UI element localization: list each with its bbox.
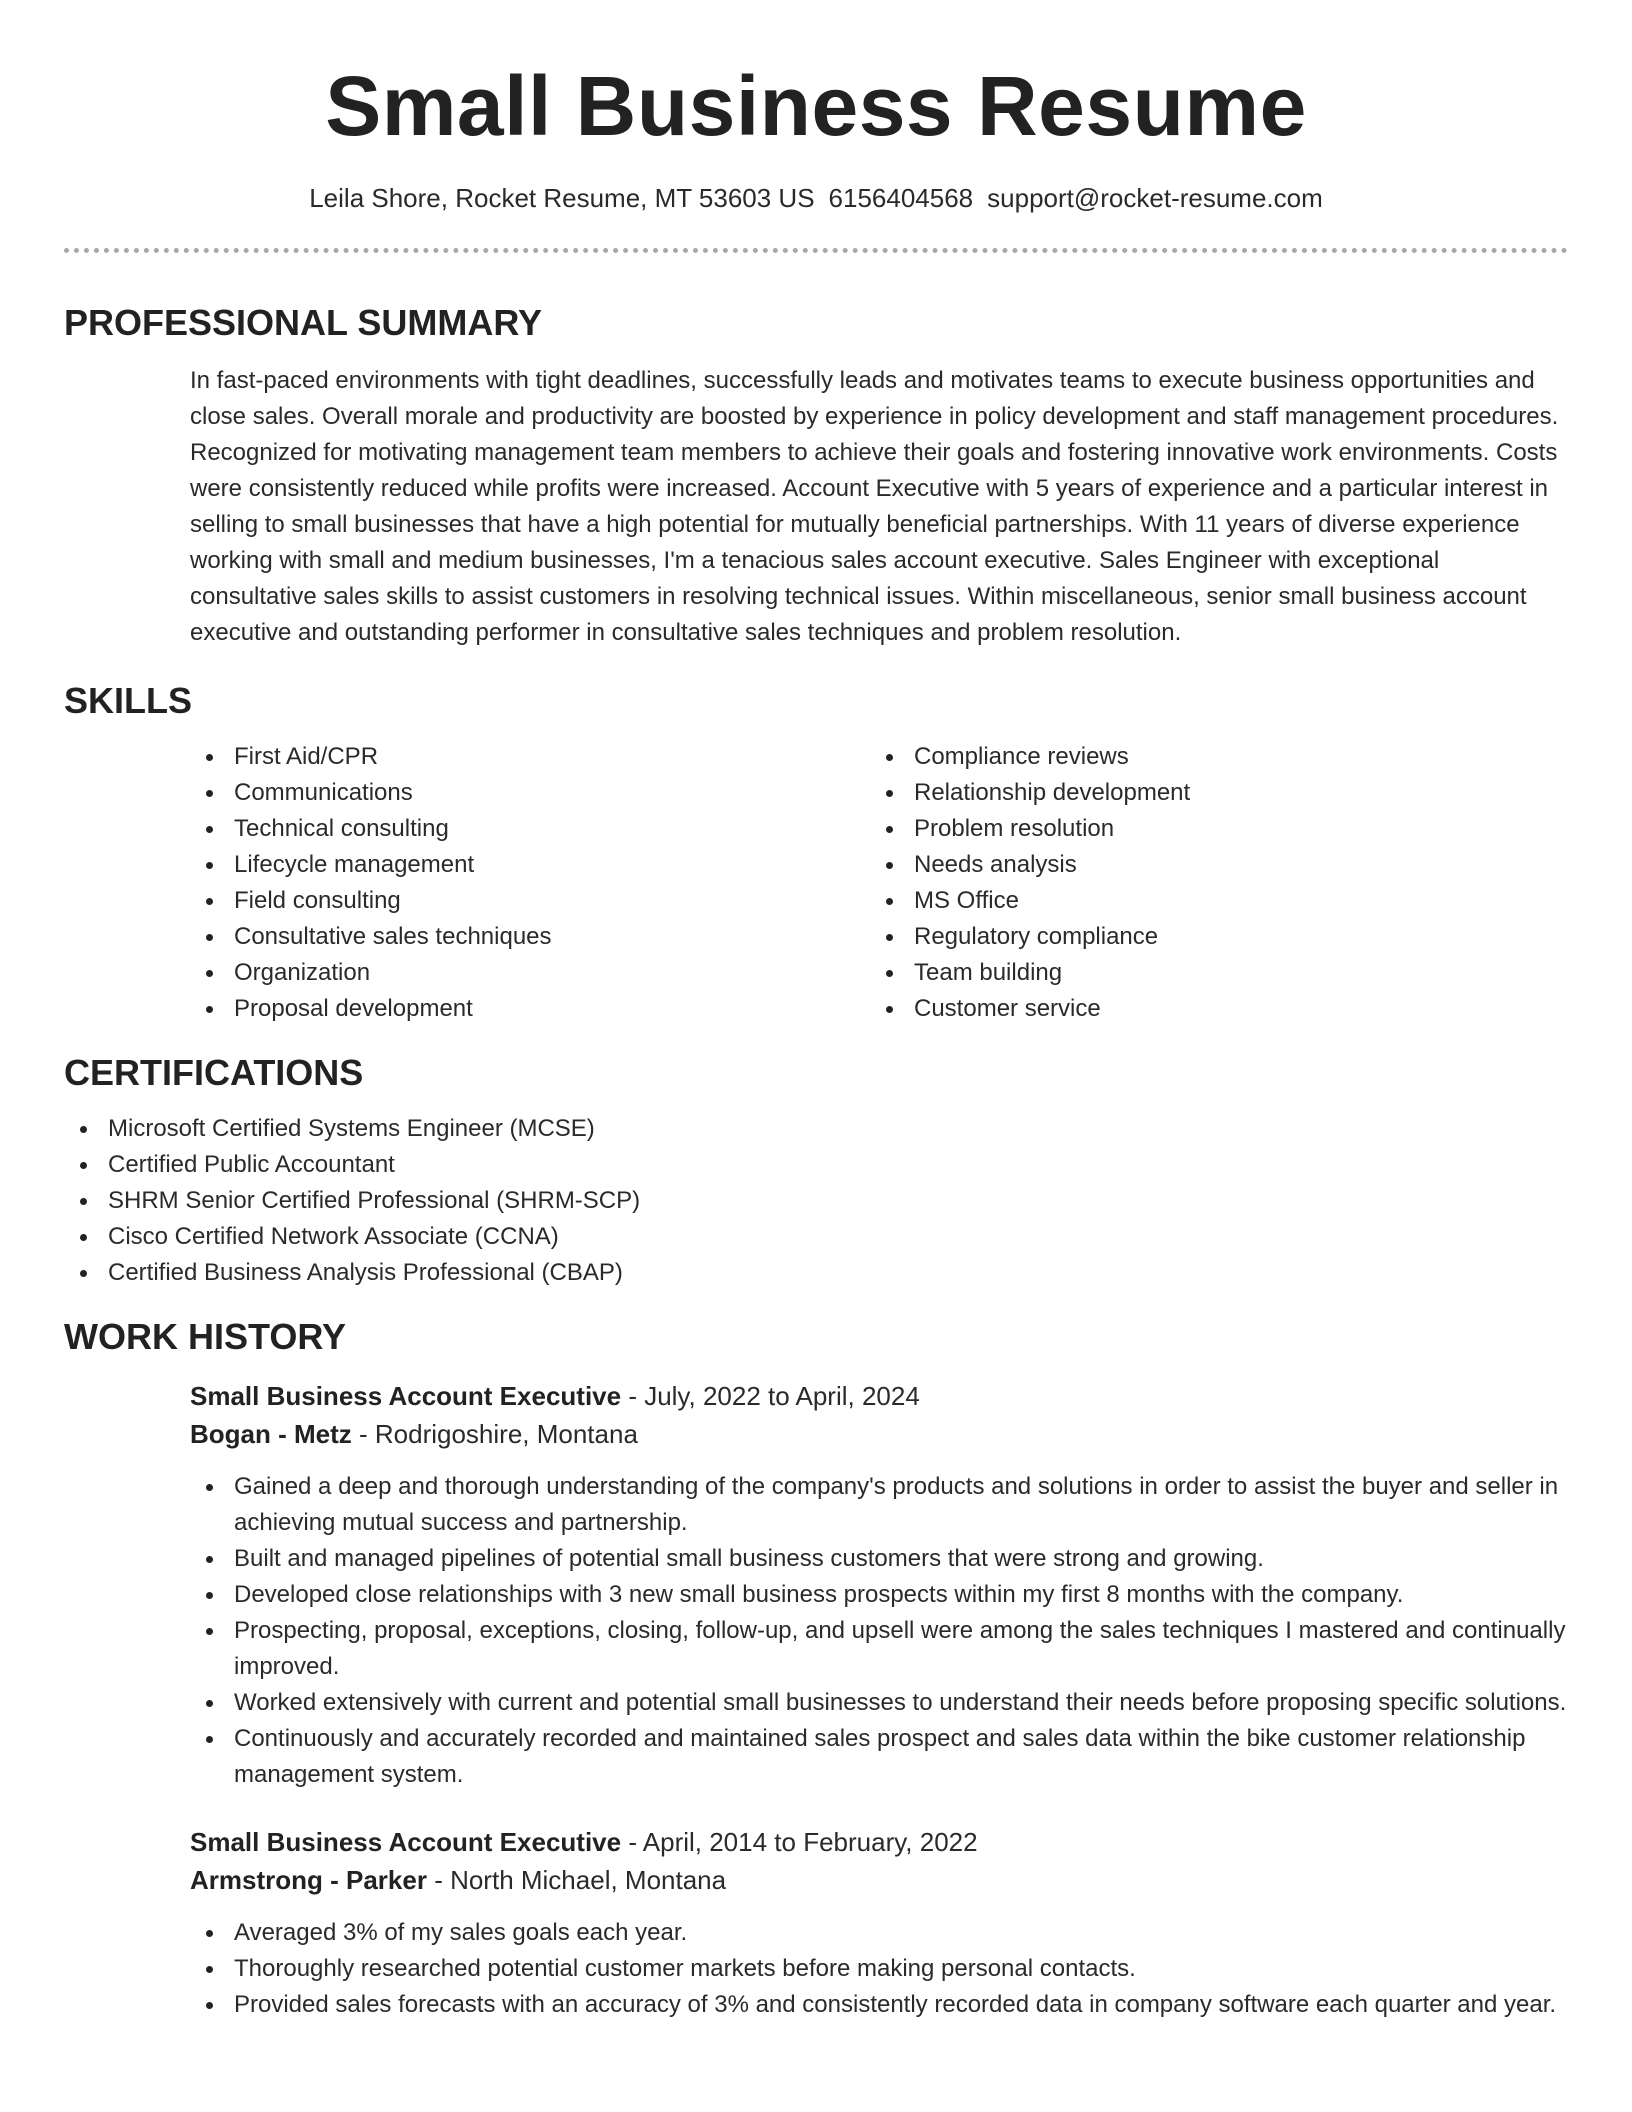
certification-item: Microsoft Certified Systems Engineer (MCSE): [64, 1111, 1568, 1147]
work-section: [64, 1315, 1568, 2023]
page-title: Small Business Resume: [325, 59, 1307, 153]
job-bullet: Continuously and accurately recorded and maintained sales prospect and sales data within the bike customer relationship management system.: [190, 1721, 1568, 1793]
skill-item: Relationship development: [870, 775, 1550, 811]
contact-line: [64, 180, 1568, 216]
job-title: Small Business Account Executive: [190, 1381, 622, 1411]
job-bullet: Worked extensively with current and potential small businesses to understand their needs before proposing specific solutions.: [190, 1685, 1568, 1721]
contact-address: Leila Shore, Rocket Resume, MT 53603 US: [309, 183, 815, 213]
job-bullet: Averaged 3% of my sales goals each year.: [190, 1915, 1568, 1951]
job-company-line: [190, 1861, 1568, 1899]
skill-item: Team building: [870, 955, 1550, 991]
header-divider: [64, 248, 1568, 253]
certification-item: Cisco Certified Network Associate (CCNA): [64, 1219, 1568, 1255]
skill-item: Field consulting: [190, 883, 870, 919]
job-entry: [190, 1377, 1568, 1793]
job-bullet: Gained a deep and thorough understanding of the company's products and solutions in order to assist the buyer and seller in achieving mutual success and partnership.: [190, 1469, 1568, 1541]
skill-item: MS Office: [870, 883, 1550, 919]
skill-item: Lifecycle management: [190, 847, 870, 883]
job-company: Bogan - Metz: [190, 1419, 352, 1449]
summary-heading: PROFESSIONAL SUMMARY: [64, 302, 543, 343]
job-company-line: [190, 1415, 1568, 1453]
job-bullet: Thoroughly researched potential customer markets before making personal contacts.: [190, 1951, 1568, 1987]
job-dates: - April, 2014 to February, 2022: [621, 1827, 978, 1857]
skill-item: Proposal development: [190, 991, 870, 1027]
certification-item: Certified Public Accountant: [64, 1147, 1568, 1183]
work-heading: WORK HISTORY: [64, 1316, 347, 1357]
skill-item: Compliance reviews: [870, 739, 1550, 775]
skill-item: Organization: [190, 955, 870, 991]
certifications-heading: CERTIFICATIONS: [64, 1052, 364, 1093]
job-bullets: [190, 1469, 1568, 1793]
skill-item: Needs analysis: [870, 847, 1550, 883]
job-location: - Rodrigoshire, Montana: [351, 1419, 638, 1449]
skill-item: Communications: [190, 775, 870, 811]
job-bullet: Developed close relationships with 3 new small business prospects within my first 8 months with the company.: [190, 1577, 1568, 1613]
job-title: Small Business Account Executive: [190, 1827, 622, 1857]
job-bullet: Prospecting, proposal, exceptions, closing, follow-up, and upsell were among the sales techniques I mastered and continually improved.: [190, 1613, 1568, 1685]
skills-list-right: [870, 739, 1550, 1027]
skill-item: First Aid/CPR: [190, 739, 870, 775]
job-bullet: Provided sales forecasts with an accuracy of 3% and consistently recorded data in company software each quarter and year.: [190, 1987, 1568, 2023]
job-title-line: [190, 1377, 1568, 1415]
certifications-list: [64, 1111, 1568, 1291]
summary-section: [64, 301, 1568, 651]
skills-heading: SKILLS: [64, 680, 193, 721]
certification-item: SHRM Senior Certified Professional (SHRM-SCP): [64, 1183, 1568, 1219]
resume-page: [64, 0, 1568, 2023]
summary-text: In fast-paced environments with tight deadlines, successfully leads and motivates teams to execute business opportunities and close sales. Overall morale and productivity are boosted by experience in policy development and staff management procedures. Recognized for motivating management team members to achieve their goals and fostering innovative work environments. Costs were consistently reduced while profits were increased. Account Executive with 5 years of experience and a particular interest in selling to small businesses that have a high potential for mutually beneficial partnerships. With 11 years of diverse experience working with small and medium businesses, I'm a tenacious sales account executive. Sales Engineer with exceptional consultative sales skills to assist customers in resolving technical issues. Within miscellaneous, senior small business account executive and outstanding performer in consultative sales techniques and problem resolution.: [190, 367, 1559, 646]
job-location: - North Michael, Montana: [426, 1865, 727, 1895]
skills-columns: [190, 739, 1568, 1027]
contact-email: support@rocket-resume.com: [987, 183, 1323, 213]
skill-item: Consultative sales techniques: [190, 919, 870, 955]
skill-item: Regulatory compliance: [870, 919, 1550, 955]
skills-section: [64, 679, 1568, 1027]
skill-item: Customer service: [870, 991, 1550, 1027]
job-dates: - July, 2022 to April, 2024: [621, 1381, 920, 1411]
job-bullet: Built and managed pipelines of potential small business customers that were strong and growing.: [190, 1541, 1568, 1577]
job-entry: [190, 1823, 1568, 2023]
job-bullets: [190, 1915, 1568, 2023]
skills-list-left: [190, 739, 870, 1027]
certifications-section: [64, 1051, 1568, 1291]
skill-item: Problem resolution: [870, 811, 1550, 847]
contact-phone: 6156404568: [828, 183, 974, 213]
job-company: Armstrong - Parker: [190, 1865, 427, 1895]
skill-item: Technical consulting: [190, 811, 870, 847]
job-title-line: [190, 1823, 1568, 1861]
certification-item: Certified Business Analysis Professional (CBAP): [64, 1255, 1568, 1291]
